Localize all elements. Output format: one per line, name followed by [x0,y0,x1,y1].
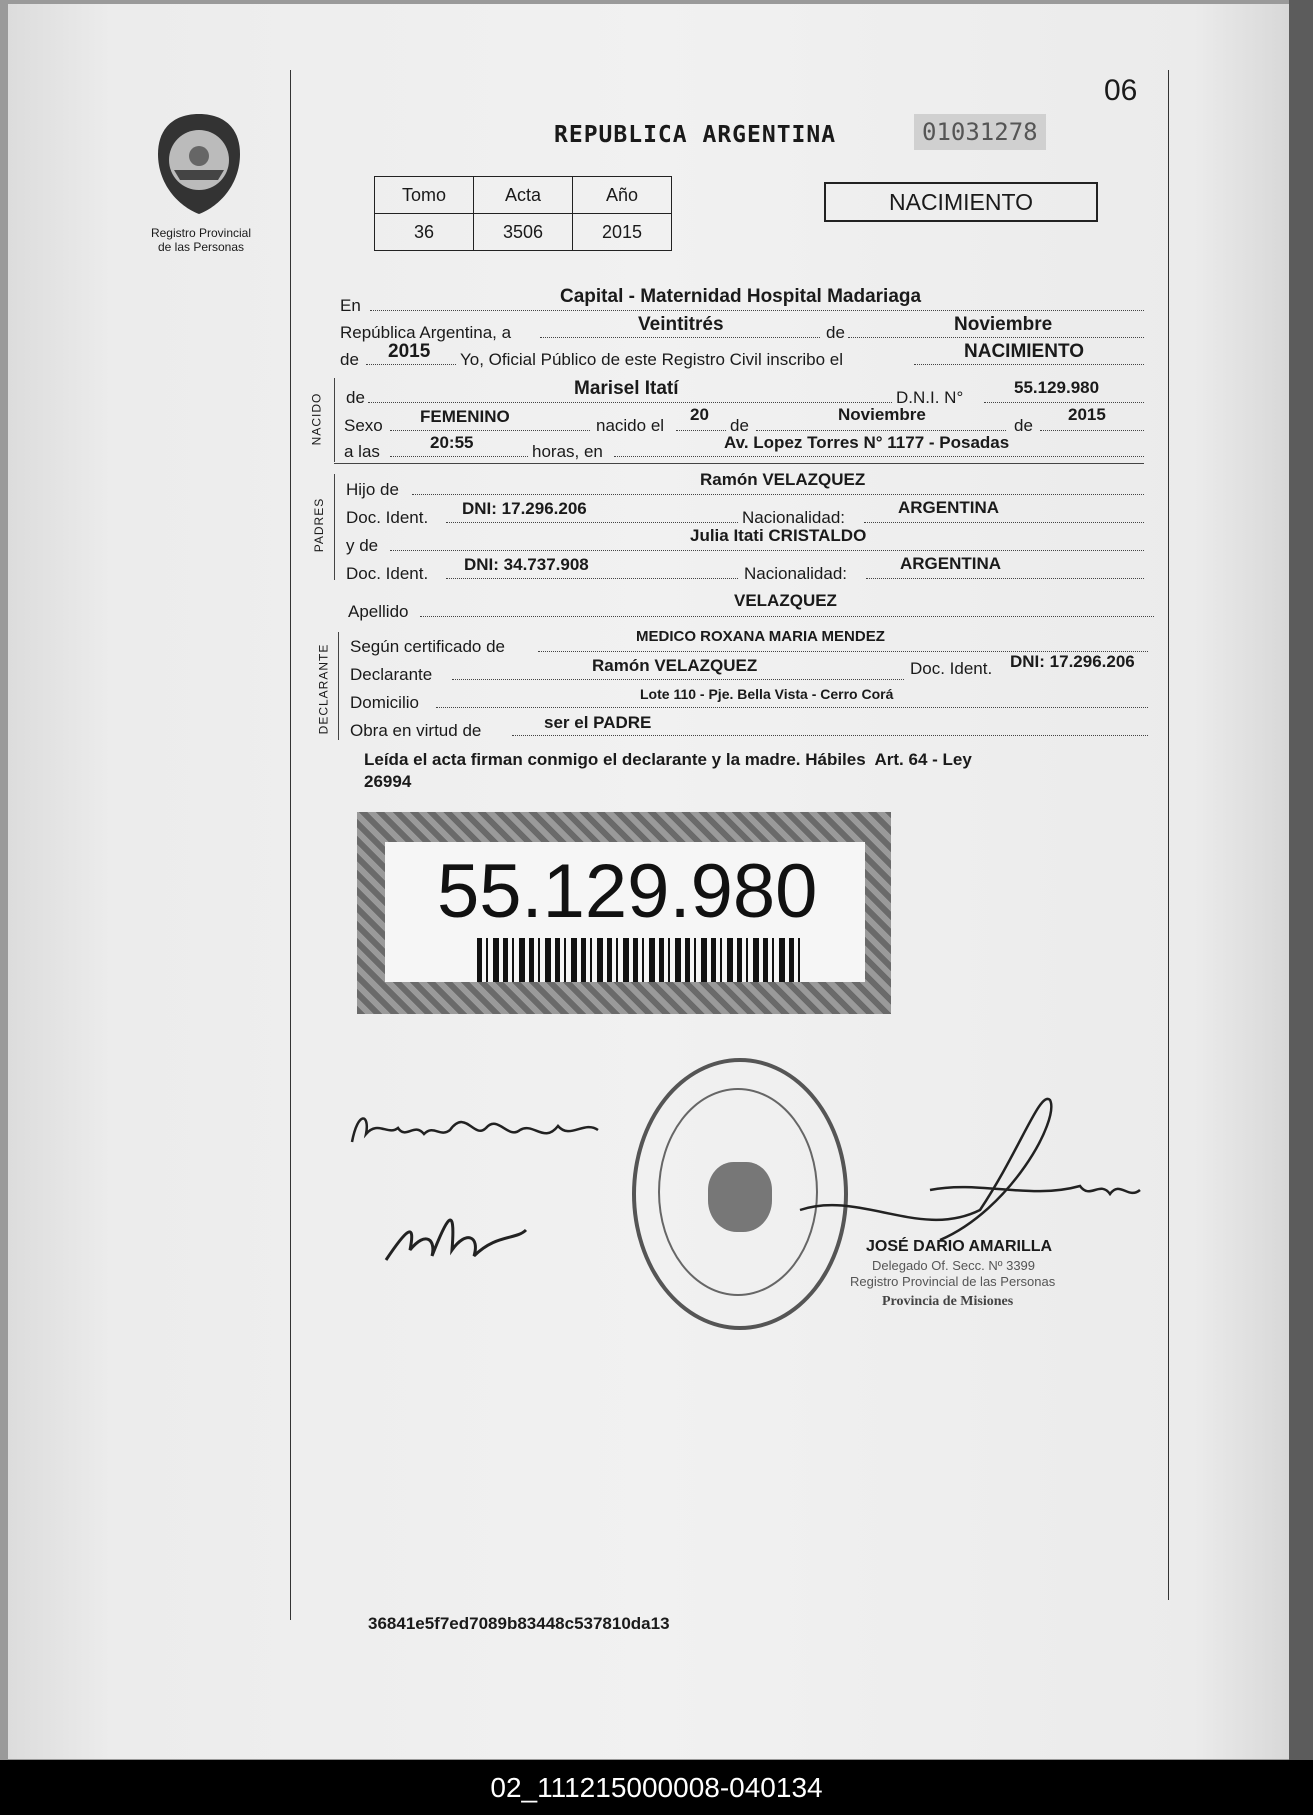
sexo-label: Sexo [344,416,383,435]
dots [366,364,456,365]
official-org: Registro Provincial de las Personas [850,1274,1056,1289]
acta-value: 3506 [474,214,573,251]
dots [390,456,528,457]
stamp-emblem [708,1162,772,1232]
doc-ident-label: Doc. Ident. [346,564,429,583]
tomo-header: Tomo [375,177,474,214]
de2-label: de [340,350,359,369]
dots [1040,430,1144,431]
birth-address: Av. Lopez Torres N° 1177 - Posadas [724,433,1010,452]
birth-year: 2015 [1068,405,1106,424]
note-line-1: Leída el acta firman conmigo el declarante y la madre. Hábiles Art. 64 - Ley [364,750,972,769]
dots [984,402,1144,403]
domicilio-label: Domicilio [350,693,419,712]
dni-sticker [357,812,891,1014]
cert-value: MEDICO ROXANA MARIA MENDEZ [636,628,885,645]
document-hash: 36841e5f7ed7089b83448c537810da13 [368,1614,670,1633]
oficial-label: Yo, Oficial Público de este Registro Civil inscribo el [460,350,843,369]
de-label: de [1014,416,1033,435]
serial-number: 01031278 [914,114,1046,150]
dots [412,494,1144,495]
doc-ident-label: Doc. Ident. [346,508,429,527]
declarante-section-label: DECLARANTE [316,643,331,735]
dots [848,337,1144,338]
month-value: Noviembre [954,314,1053,335]
official-province: Provincia de Misiones [882,1294,1014,1309]
section-rule [334,463,1144,464]
de-label: de [730,416,749,435]
section-divider [334,378,335,462]
logo-caption-2: de las Personas [157,240,245,254]
nacionalidad-label: Nacionalidad: [744,564,848,583]
dots [436,707,1148,708]
doc-type-box: NACIMIENTO [824,182,1098,222]
obra-label: Obra en virtud de [350,721,482,740]
dots [614,456,1144,457]
anio-value: 2015 [573,214,672,251]
de-label: de [346,388,365,407]
registry-table [374,176,672,251]
birth-month: Noviembre [838,405,926,424]
dots [446,578,738,579]
yde-label: y de [346,536,379,555]
declarante-value: Ramón VELAZQUEZ [592,656,758,675]
horas-label: horas, en [532,442,603,461]
section-divider [334,474,335,580]
child-dni: 55.129.980 [1014,378,1100,397]
section-divider [338,632,339,740]
declarante-doc: DNI: 17.296.206 [1010,652,1135,671]
official-role: Delegado Of. Secc. Nº 3399 [872,1258,1036,1273]
alas-label: a las [344,442,380,461]
de-label: de [826,323,845,342]
anio-header: Año [573,177,672,214]
dots [914,364,1144,365]
dots [390,550,1144,551]
official-name: JOSÉ DARIO AMARILLA [866,1238,1053,1255]
dots [368,402,892,403]
dots [420,616,1154,617]
event-value: NACIMIENTO [964,341,1084,362]
obra-value: ser el PADRE [544,713,652,732]
republica-label: República Argentina, a [340,323,512,342]
dots [756,430,1006,431]
mother-doc: DNI: 34.737.908 [464,555,589,574]
nacido-section-label: NACIDO [309,392,324,446]
child-name: Marisel Itatí [574,378,679,399]
barcode [477,938,801,982]
right-margin-line [1168,70,1169,1600]
dots [676,430,726,431]
document-title: REPUBLICA ARGENTINA [554,122,837,148]
dots [446,522,738,523]
tomo-value: 36 [375,214,474,251]
dots [390,430,590,431]
dots [452,679,904,680]
father-nationality: ARGENTINA [898,498,1000,517]
hijo-label: Hijo de [346,480,399,499]
acta-header: Acta [474,177,573,214]
sticker-label-area [385,842,865,982]
apellido-value: VELAZQUEZ [734,591,837,610]
dots [540,337,820,338]
sticker-number: 55.129.980 [437,849,818,934]
doc-ident-label: Doc. Ident. [910,659,993,678]
birth-time: 20:55 [430,433,474,452]
mother-name: Julia Itati CRISTALDO [690,526,867,545]
father-name: Ramón VELAZQUEZ [700,470,866,489]
en-label: En [340,296,361,315]
note-line-2: 26994 [364,772,412,791]
province-seal-logo [152,110,246,218]
sexo-value: FEMENINO [420,407,510,426]
logo-caption-1: Registro Provincial [150,226,252,240]
dots [370,310,1144,311]
nacido-el-label: nacido el [596,416,665,435]
mother-signature [376,1190,536,1285]
birth-day: 20 [690,405,709,424]
domicilio-value: Lote 110 - Pje. Bella Vista - Cerro Corá [640,686,894,702]
scan-footer-code: 02_111215000008-040134 [0,1760,1313,1815]
declarant-signature [348,1100,608,1165]
left-margin-line [290,70,291,1620]
dots [864,522,1144,523]
declarante-label: Declarante [350,665,433,684]
nacionalidad-label: Nacionalidad: [742,508,846,527]
place-value: Capital - Maternidad Hospital Madariaga [560,286,922,307]
cert-label: Según certificado de [350,637,505,656]
apellido-label: Apellido [348,602,409,621]
dots [866,578,1144,579]
page-number: 06 [1104,74,1138,107]
padres-section-label: PADRES [312,497,327,553]
day-words-value: Veintitrés [638,314,724,335]
year-value: 2015 [388,341,431,362]
mother-nationality: ARGENTINA [900,554,1002,573]
dots [512,735,1148,736]
dni-label: D.N.I. N° [896,388,964,407]
father-doc: DNI: 17.296.206 [462,499,587,518]
page-edge [1289,0,1313,1760]
